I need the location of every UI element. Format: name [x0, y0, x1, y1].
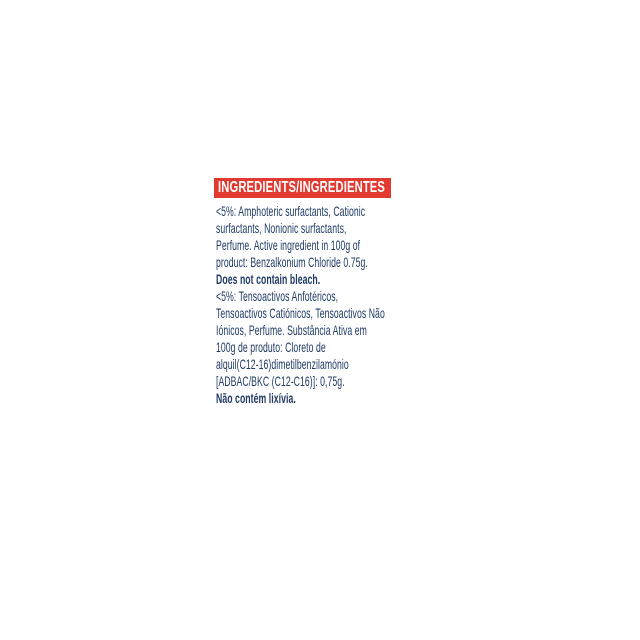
ingredients-line-pt: <5%: Tensoactivos Anfotéricos, [216, 288, 339, 304]
ingredients-header-title: INGREDIENTS/INGREDIENTES [218, 179, 386, 196]
ingredients-line-en: product: Benzalkonium Chloride 0.75g. [216, 254, 368, 270]
ingredients-label [214, 178, 424, 407]
ingredients-line-pt: [ADBAC/BKC (C12-C16)]: 0,75g. [216, 373, 345, 389]
no-bleach-statement-pt: Não contém lixívia. [216, 390, 296, 406]
ingredients-header-banner [214, 178, 391, 198]
ingredients-line-pt: alquil(C12-16)dimetilbenzilamónio [216, 356, 349, 372]
ingredients-line-en: surfactants, Nonionic surfactants, [216, 220, 347, 236]
ingredients-text-block [214, 203, 424, 407]
ingredients-line-pt: Iónicos, Perfume. Substância Ativa em [216, 322, 367, 338]
no-bleach-statement-en: Does not contain bleach. [216, 271, 321, 287]
ingredients-line-pt: 100g de produto: Cloreto de [216, 339, 326, 355]
ingredients-line-en: <5%: Amphoteric surfactants, Cationic [216, 203, 366, 219]
ingredients-line-en: Perfume. Active ingredient in 100g of [216, 237, 361, 253]
ingredients-line-pt: Tensoactivos Catiónicos, Tensoactivos Não [216, 305, 385, 321]
